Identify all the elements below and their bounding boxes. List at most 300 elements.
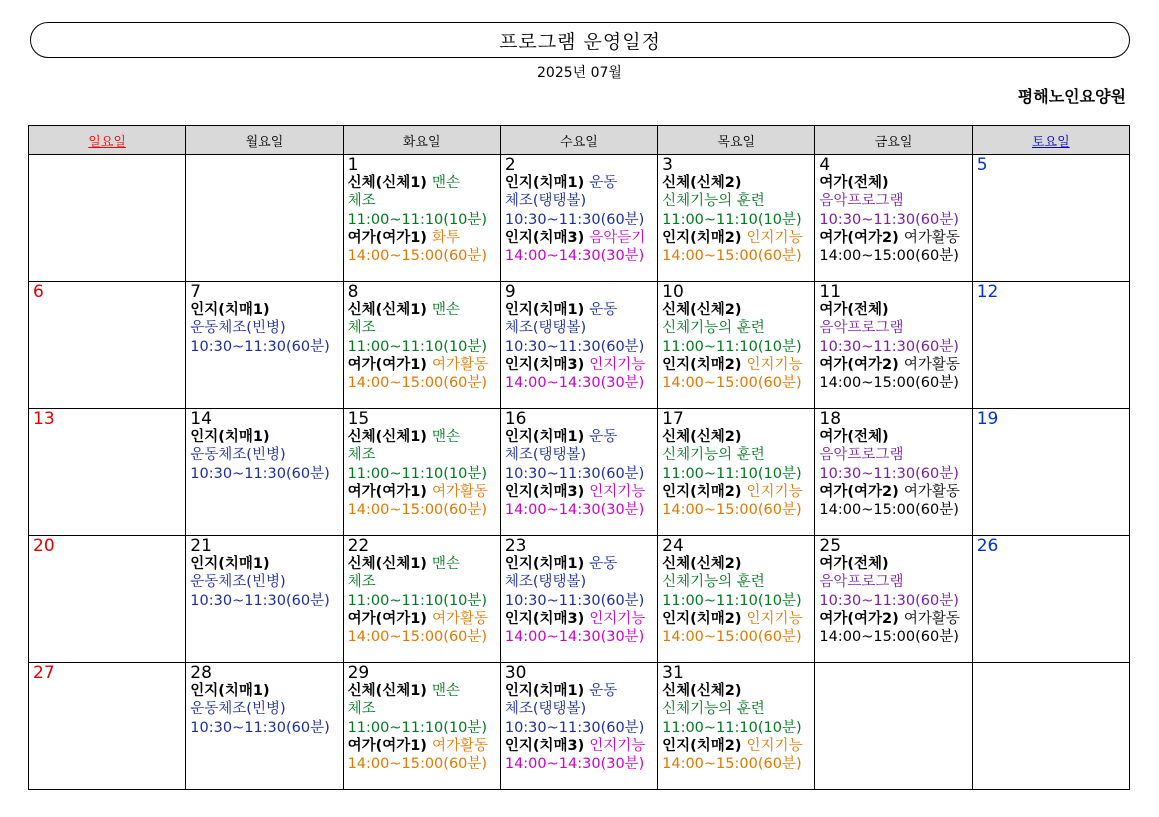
program-detail: 체조(탱탱볼) [504,574,587,591]
program-detail: 14:00~15:00(60분) [819,629,959,646]
day-cell-saturday [972,282,1129,409]
program-category: 여가(여가2) [819,356,904,373]
program-detail: 14:00~15:00(60분) [662,502,802,519]
schedule-line [819,610,968,628]
program-category: 인지(치매1) [504,175,590,191]
program-category: 신체(신체2) [662,429,742,445]
schedule-line [348,356,497,374]
schedule-line [505,247,654,265]
program-detail: 14:00~15:00(60분) [347,248,488,265]
program-detail: 인지기능 [746,737,803,754]
schedule-line [662,592,811,610]
program-category: 여가(전체) [819,302,889,318]
day-number: 28 [190,663,212,683]
day-number: 14 [190,409,212,429]
schedule-line [662,555,811,573]
program-detail: 여가활동 [431,610,489,627]
day-number: 23 [504,536,527,556]
schedule-line [505,573,654,591]
schedule-line [505,682,654,700]
schedule-line [348,319,497,337]
program-category: 신체(신체2) [662,302,742,318]
program-detail: 14:00~14:30(30분) [504,629,645,646]
program-category: 여가(여가1) [347,356,432,373]
program-detail: 인지기능 [589,737,646,754]
program-detail: 11:00~11:10(10분) [662,211,802,228]
day-number: 9 [504,282,516,302]
schedule-line [505,338,654,356]
schedule-line [819,483,968,501]
day-number: 18 [819,409,842,429]
schedule-line [505,356,654,374]
day-number: 30 [504,663,527,683]
day-number: 25 [819,536,842,556]
program-detail: 10:30~11:30(60분) [504,719,645,736]
schedule-line [662,465,811,483]
program-detail: 14:00~14:30(30분) [504,502,645,519]
schedule-line [819,374,968,392]
schedule-line [662,374,811,392]
schedule-line [819,192,968,210]
weekday-header-row [29,126,1130,155]
schedule-line [348,192,497,210]
day-number: 10 [662,282,684,302]
schedule-line [348,682,497,700]
day-cell-tuesday [343,409,500,536]
calendar-table [28,125,1130,790]
schedule-line [662,229,811,247]
schedule-line [819,501,968,519]
schedule-line [662,573,811,591]
program-category: 신체(신체2) [662,556,742,572]
schedule-line [505,211,654,229]
program-detail: 화투 [431,229,460,246]
program-detail: 10:30~11:30(60분) [819,338,959,355]
schedule-line [819,428,968,446]
weekday-header-sunday: 일요일 [29,126,186,155]
program-detail: 운동 [589,556,618,572]
schedule-line [348,628,497,646]
program-detail: 인지기능 [746,229,803,246]
schedule-line [662,247,811,265]
week-row [29,155,1130,282]
day-number: 19 [976,409,999,429]
day-cell-thursday [658,409,815,536]
schedule-line [662,338,811,356]
program-detail: 14:00~15:00(60분) [819,502,959,519]
program-detail: 14:00~15:00(60분) [662,248,802,265]
schedule-line [819,301,968,319]
program-detail: 14:00~15:00(60분) [347,375,488,392]
program-detail: 11:00~11:10(10분) [347,592,488,609]
day-number: 31 [662,663,684,683]
month-label: 2025년 07월 [537,65,622,81]
program-detail: 맨손 [431,429,460,445]
program-detail: 인지기능 [746,483,803,500]
schedule-line [505,192,654,210]
schedule-line [190,719,339,737]
program-category: 인지(치매2) [662,610,747,627]
program-category: 여가(여가1) [347,610,432,627]
day-cell-saturday [972,409,1129,536]
program-detail: 음악프로그램 [819,193,904,210]
program-detail: 10:30~11:30(60분) [819,465,959,482]
day-cell-thursday [658,282,815,409]
schedule-line [505,737,654,755]
day-cell-monday [186,409,343,536]
week-row [29,282,1130,409]
program-detail: 10:30~11:30(60분) [504,211,645,228]
schedule-line [505,465,654,483]
schedule-line [348,573,497,591]
schedule-line [819,446,968,464]
week-row [29,663,1130,790]
program-category: 신체(신체2) [662,175,742,191]
day-cell-thursday [658,663,815,790]
schedule-line [190,682,339,700]
day-number: 22 [347,536,370,556]
day-cell-wednesday [500,282,657,409]
schedule-line [662,301,811,319]
program-detail: 11:00~11:10(10분) [347,719,488,736]
program-category: 여가(여가1) [347,229,432,246]
schedule-line [505,374,654,392]
schedule-line [662,428,811,446]
day-cell-saturday [972,155,1129,282]
program-detail: 운동 [589,429,618,445]
program-category: 여가(여가2) [819,483,904,500]
program-category: 인지(치매1) [504,556,590,572]
program-detail: 10:30~11:30(60분) [819,592,959,609]
day-number: 2 [504,155,516,175]
program-detail: 신체기능의 훈련 [662,193,765,210]
program-category: 여가(여가1) [347,737,432,754]
program-detail: 운동체조(빈병) [190,320,286,337]
day-number: 15 [347,409,370,429]
schedule-line [505,174,654,192]
day-cell-wednesday [500,409,657,536]
day-number: 6 [33,282,44,302]
program-category: 인지(치매3) [504,610,590,627]
schedule-line [190,573,339,591]
day-number: 11 [819,282,842,302]
program-detail: 운동 [589,175,618,191]
program-detail: 14:00~15:00(60분) [662,756,802,773]
day-cell-friday [815,409,972,536]
schedule-line [819,338,968,356]
page-title: 프로그램 운영일정 [499,30,661,53]
program-detail: 여가활동 [431,356,489,373]
program-detail: 10:30~11:30(60분) [190,592,330,609]
schedule-line [662,755,811,773]
program-category: 인지(치매1) [504,429,590,445]
schedule-line [190,428,339,446]
program-detail: 운동 [589,683,618,699]
program-detail: 체조(탱탱볼) [504,701,587,718]
schedule-line [348,247,497,265]
day-cell-monday [186,155,343,282]
program-detail: 인지기능 [589,610,646,627]
schedule-line [505,301,654,319]
day-number: 3 [662,155,673,175]
program-detail: 체조 [347,701,376,718]
day-number: 16 [504,409,527,429]
program-detail: 운동 [589,302,618,318]
day-cell-friday [815,282,972,409]
schedule-line [662,628,811,646]
program-detail: 14:00~14:30(30분) [504,248,645,265]
schedule-line [662,719,811,737]
weekday-header-saturday: 토요일 [972,126,1129,155]
program-detail: 운동체조(빈병) [190,447,286,464]
schedule-line [505,755,654,773]
schedule-line [348,174,497,192]
program-detail: 음악프로그램 [819,447,904,464]
schedule-line [819,174,968,192]
schedule-line [190,555,339,573]
program-detail: 운동체조(빈병) [190,701,286,718]
program-detail: 14:00~15:00(60분) [662,375,802,392]
program-detail: 체조(탱탱볼) [504,320,587,337]
program-detail: 14:00~15:00(60분) [347,629,488,646]
schedule-line [662,610,811,628]
program-detail: 여가활동 [431,483,489,500]
week-row [29,409,1130,536]
schedule-line [348,301,497,319]
schedule-line [348,555,497,573]
schedule-line [505,428,654,446]
day-cell-tuesday [343,282,500,409]
schedule-line [662,682,811,700]
schedule-line [819,592,968,610]
day-cell-sunday [29,663,186,790]
day-cell-thursday [658,536,815,663]
schedule-line [505,319,654,337]
day-cell-friday [815,155,972,282]
schedule-line [190,338,339,356]
schedule-line [819,628,968,646]
program-category: 여가(전체) [819,429,889,445]
program-detail: 인지기능 [589,483,646,500]
program-detail: 인지기능 [746,356,803,373]
day-number: 13 [33,409,55,429]
schedule-line [348,465,497,483]
day-cell-friday [815,536,972,663]
schedule-line [348,428,497,446]
schedule-line [819,319,968,337]
schedule-line [819,465,968,483]
schedule-line [662,483,811,501]
program-detail: 14:00~14:30(30분) [504,756,645,773]
schedule-line [348,737,497,755]
program-category: 인지(치매2) [662,229,747,246]
schedule-line [348,374,497,392]
day-cell-wednesday [500,536,657,663]
program-detail: 맨손 [431,683,460,699]
program-category: 신체(신체1) [347,429,432,445]
schedule-line [505,555,654,573]
program-detail: 14:00~15:00(60분) [347,756,488,773]
program-detail: 신체기능의 훈련 [662,320,765,337]
schedule-line [662,319,811,337]
program-category: 인지(치매1) [504,683,590,699]
schedule-line [348,338,497,356]
schedule-line [505,628,654,646]
schedule-line [190,301,339,319]
schedule-line [348,229,497,247]
schedule-line [662,700,811,718]
day-cell-wednesday [500,663,657,790]
day-cell-sunday [29,282,186,409]
schedule-line [662,211,811,229]
schedule-line [190,319,339,337]
program-detail: 체조 [347,320,376,337]
day-cell-saturday [972,536,1129,663]
program-category: 여가(여가2) [819,229,904,246]
schedule-line [505,700,654,718]
program-detail: 10:30~11:30(60분) [190,465,330,482]
weekday-header-thursday: 목요일 [658,126,815,155]
program-detail: 14:00~15:00(60분) [347,502,488,519]
schedule-line [505,483,654,501]
schedule-line [348,755,497,773]
program-detail: 여가활동 [903,229,960,246]
schedule-line [662,446,811,464]
day-number: 12 [976,282,999,302]
program-category: 인지(치매3) [504,737,590,754]
program-detail: 10:30~11:30(60분) [190,719,330,736]
schedule-line [819,555,968,573]
program-detail: 14:00~15:00(60분) [819,248,959,265]
program-category: 신체(신체1) [347,556,432,572]
program-detail: 인지기능 [746,610,803,627]
program-category: 인지(치매1) [190,683,270,699]
schedule-line [190,446,339,464]
program-category: 인지(치매1) [190,302,270,318]
day-number: 29 [347,663,370,683]
schedule-line [662,356,811,374]
program-detail: 여가활동 [903,356,960,373]
schedule-line [819,211,968,229]
schedule-line [819,573,968,591]
day-number: 1 [347,155,359,175]
program-detail: 체조 [347,193,376,210]
day-cell-tuesday [343,536,500,663]
day-cell-sunday [29,409,186,536]
schedule-line [505,501,654,519]
day-cell-saturday [972,663,1129,790]
schedule-line [348,610,497,628]
schedule-line [819,356,968,374]
program-detail: 11:00~11:10(10분) [662,338,802,355]
program-detail: 10:30~11:30(60분) [504,465,645,482]
program-category: 인지(치매3) [504,483,590,500]
program-detail: 음악프로그램 [819,320,904,337]
program-category: 신체(신체1) [347,302,432,318]
schedule-line [348,501,497,519]
program-detail: 10:30~11:30(60분) [504,338,645,355]
weekday-header-tuesday: 화요일 [343,126,500,155]
day-number: 21 [190,536,212,556]
program-category: 인지(치매1) [190,556,270,572]
day-number: 27 [33,663,55,683]
day-number: 26 [976,536,999,556]
program-detail: 여가활동 [903,610,960,627]
program-detail: 11:00~11:10(10분) [347,465,488,482]
program-category: 여가(전체) [819,175,889,191]
day-cell-monday [186,536,343,663]
day-cell-monday [186,282,343,409]
program-detail: 맨손 [431,302,460,318]
program-detail: 신체기능의 훈련 [662,701,765,718]
schedule-line [348,211,497,229]
day-number: 5 [976,155,988,175]
program-category: 인지(치매2) [662,483,747,500]
schedule-line [662,174,811,192]
week-row [29,536,1130,663]
day-cell-wednesday [500,155,657,282]
program-detail: 여가활동 [431,737,489,754]
title-banner [30,22,1130,58]
schedule-line [505,592,654,610]
program-category: 신체(신체1) [347,683,432,699]
program-detail: 11:00~11:10(10분) [662,719,802,736]
day-number: 24 [662,536,684,556]
schedule-line [190,700,339,718]
program-detail: 14:00~14:30(30분) [504,375,645,392]
program-detail: 체조(탱탱볼) [504,193,587,210]
day-cell-sunday [29,536,186,663]
program-category: 여가(여가1) [347,483,432,500]
program-detail: 11:00~11:10(10분) [347,211,488,228]
day-cell-thursday [658,155,815,282]
program-category: 인지(치매1) [190,429,270,445]
program-detail: 인지기능 [589,356,646,373]
schedule-line [505,229,654,247]
program-category: 인지(치매3) [504,356,590,373]
program-detail: 여가활동 [903,483,960,500]
program-detail: 14:00~15:00(60분) [819,375,959,392]
day-cell-sunday [29,155,186,282]
weekday-header-monday: 월요일 [186,126,343,155]
weekday-header-friday: 금요일 [815,126,972,155]
program-category: 인지(치매2) [662,356,747,373]
schedule-line [190,465,339,483]
program-category: 신체(신체1) [347,175,432,191]
program-detail: 맨손 [431,175,460,191]
program-detail: 10:30~11:30(60분) [819,211,959,228]
program-category: 신체(신체2) [662,683,742,699]
schedule-line [348,483,497,501]
schedule-line [348,719,497,737]
schedule-line [505,719,654,737]
calendar-body [29,155,1130,790]
day-number: 8 [347,282,359,302]
weekday-header-wednesday: 수요일 [500,126,657,155]
program-detail: 운동체조(빈병) [190,574,286,591]
program-category: 인지(치매3) [504,229,590,246]
schedule-line [505,446,654,464]
program-detail: 신체기능의 훈련 [662,574,765,591]
schedule-line [662,192,811,210]
day-cell-tuesday [343,155,500,282]
day-cell-friday [815,663,972,790]
program-category: 인지(치매2) [662,737,747,754]
day-number: 7 [190,282,202,302]
schedule-line [190,592,339,610]
program-detail: 10:30~11:30(60분) [190,338,330,355]
day-number: 20 [33,536,55,556]
